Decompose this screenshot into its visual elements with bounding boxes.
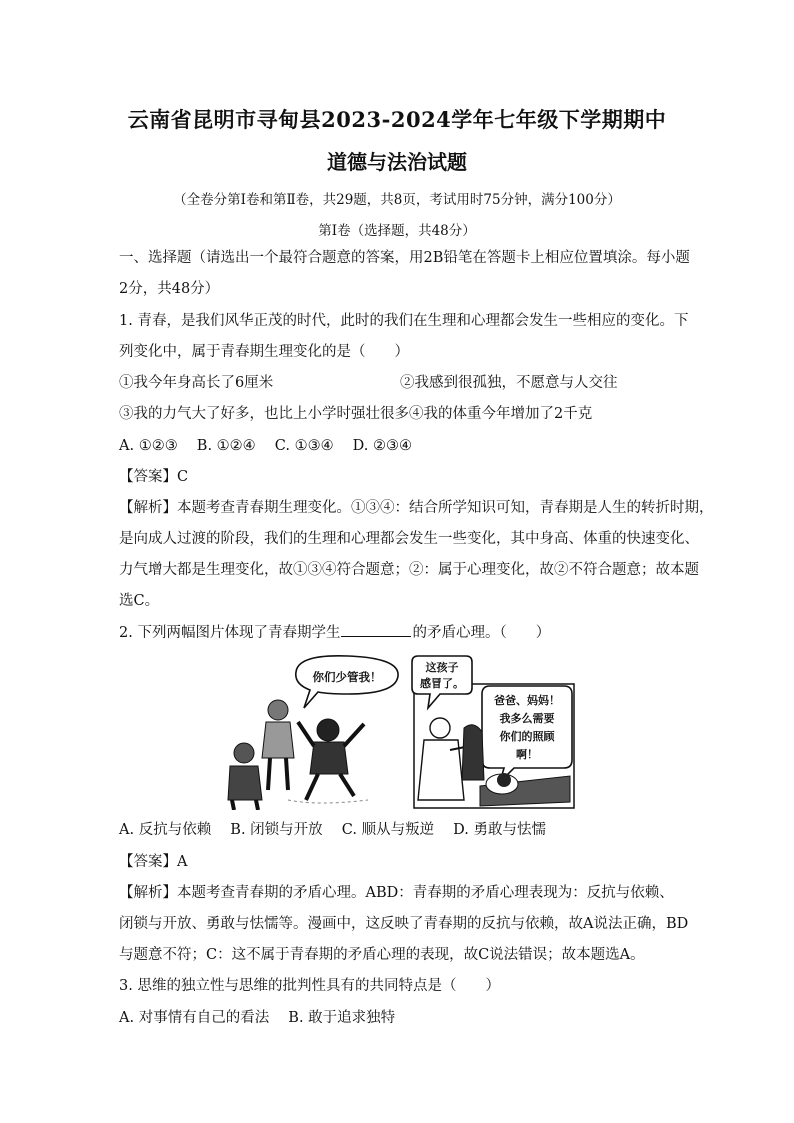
q1-answer: 【答案】C (119, 469, 189, 485)
q3-stem: 3. 思维的独立性与思维的批判性具有的共同特点是（ ） (119, 978, 500, 994)
bubble-child-line3: 你们的照顾 (499, 730, 555, 743)
bubble-doctor-line1: 这孩子 (425, 661, 459, 674)
bubble-child-line1: 爸爸、妈妈！ (494, 694, 560, 707)
q1-option-2: ②我感到很孤独，不愿意与人交往 (400, 375, 618, 391)
q2-blank (341, 635, 411, 637)
bubble-left-text: 你们少管我！ (312, 670, 382, 684)
q1-analysis-line3: 力气增大都是生理变化，故①③④符合题意；②：属于心理变化，故②不符合题意；故本题 (119, 562, 699, 578)
q2-choices: A. 反抗与依赖 B. 闭锁与开放 C. 顺从与叛逆 D. 勇敢与怯懦 (119, 822, 547, 838)
instructions-line2: 2分，共48分） (119, 281, 220, 297)
q2-answer: 【答案】A (119, 854, 188, 870)
q1-analysis-line1: 【解析】本题考查青春期生理变化。①③④：结合所学知识可知，青春期是人生的转折时期， (119, 500, 714, 516)
q1-analysis-line4: 选C。 (119, 593, 160, 609)
q2-analysis-line1: 【解析】本题考查青春期的矛盾心理。ABD：青春期的矛盾心理表现为：反抗与依赖、 (119, 885, 674, 901)
section-title: 第Ⅰ卷（选择题，共48分） (318, 223, 476, 239)
comic-right-panel (412, 656, 574, 808)
exam-title-line2: 道德与法治试题 (327, 150, 467, 174)
q1-option-1: ①我今年身高长了6厘米 (119, 375, 274, 391)
bubble-child-line2: 我多么需要 (499, 712, 555, 725)
instructions-line1: 一、选择题（请选出一个最符合题意的答案，用2B铅笔在答题卡上相应位置填涂。每小题 (119, 250, 690, 266)
q1-analysis-line2: 是向成人过渡的阶段，我们的生理和心理都会发生一些变化，其中身高、体重的快速变化、 (119, 531, 699, 547)
q1-stem-line1: 1. 青春，是我们风华正茂的时代，此时的我们在生理和心理都会发生一些相应的变化。下 (119, 313, 689, 329)
q3-choices: A. 对事情有自己的看法 B. 敢于追求独特 (119, 1010, 396, 1026)
exam-title-line1: 云南省昆明市寻甸县2023-2024学年七年级下学期期中 (127, 107, 667, 132)
comic-left-panel (228, 656, 398, 810)
q1-stem-line2: 列变化中，属于青春期生理变化的是（ ） (119, 344, 409, 360)
q2-analysis-line3: 与题意不符；C：这不属于青春期的矛盾心理的表现，故C说法错误；故本题选A。 (119, 947, 645, 963)
q2-stem-after: 的矛盾心理。（ ） (412, 625, 551, 641)
q2-analysis-line2: 闭锁与开放、勇敢与怯懦等。漫画中，这反映了青春期的反抗与依赖，故A说法正确，BD (119, 916, 689, 932)
exam-info: （全卷分第Ⅰ卷和第Ⅱ卷，共29题，共8页，考试用时75分钟，满分100分） (173, 192, 621, 208)
comic-illustration (218, 650, 578, 810)
q2-stem-before: 2. 下列两幅图片体现了青春期学生 (119, 625, 341, 641)
q2-stem (119, 626, 550, 641)
bubble-doctor-line2: 感冒了。 (420, 677, 464, 690)
bubble-child-line4: 啊！ (516, 748, 538, 761)
q1-option-3-4: ③我的力气大了好多，也比上小学时强壮很多④我的体重今年增加了2千克 (119, 406, 593, 422)
q1-choices: A. ①②③ B. ①②④ C. ①③④ D. ②③④ (119, 438, 413, 454)
